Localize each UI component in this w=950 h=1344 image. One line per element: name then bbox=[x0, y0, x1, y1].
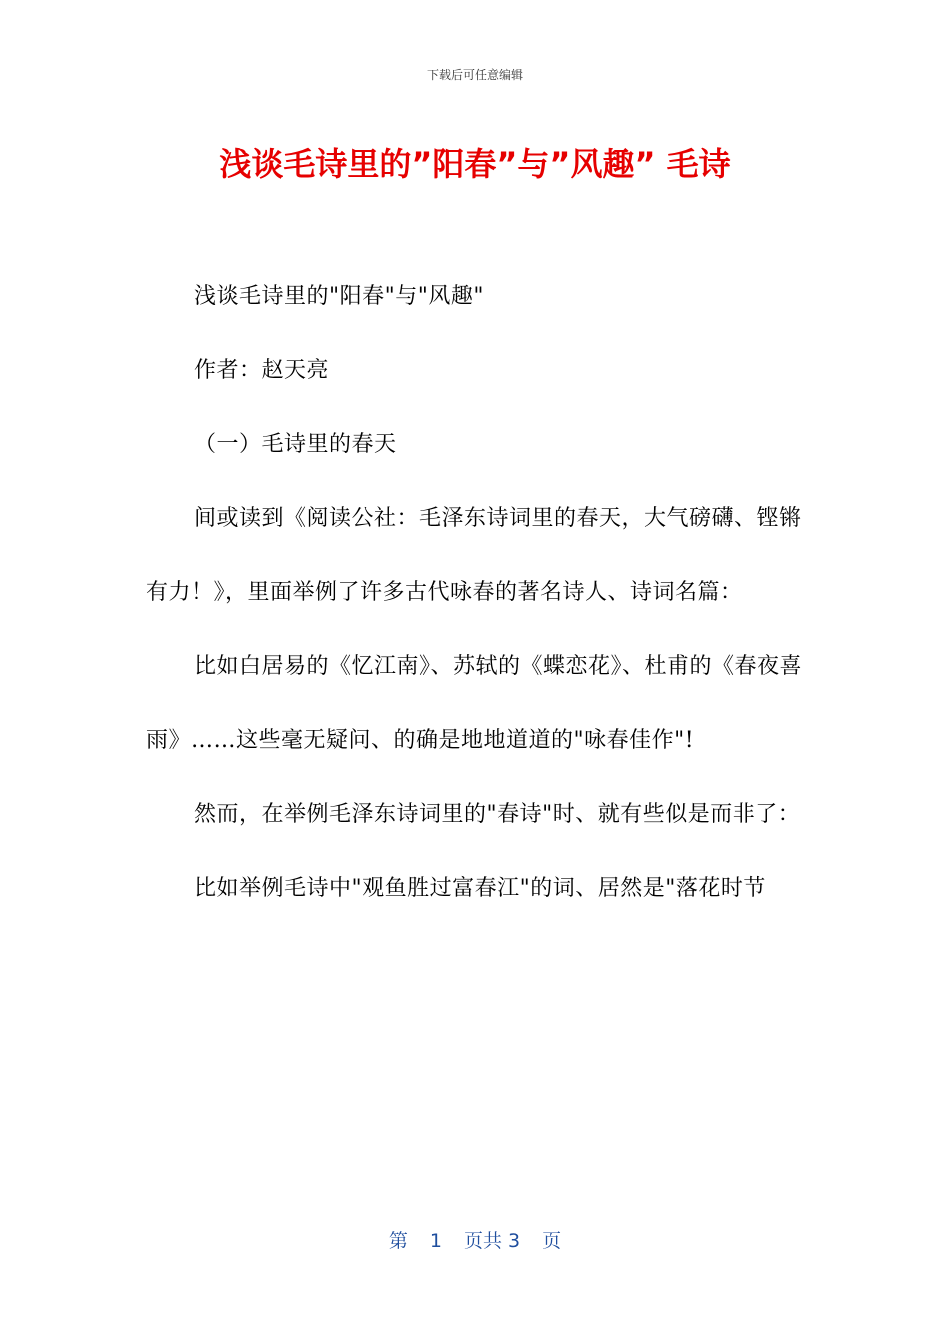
paragraph: 比如举例毛诗中"观鱼胜过富春江"的词、居然是"落花时节 bbox=[194, 876, 766, 901]
page-header-note: 下载后可任意编辑 bbox=[426, 68, 523, 82]
current-page-number: 1 bbox=[429, 1230, 442, 1252]
page-number-footer bbox=[0, 1226, 950, 1253]
page-label-prefix: 第 bbox=[388, 1230, 408, 1252]
document-body bbox=[146, 260, 806, 926]
paragraph: 间或读到《阅读公社：毛泽东诗词里的春天，大气磅礴、铿锵有力！》，里面举例了许多古代咏春的著名诗人、诗词名篇： bbox=[146, 506, 802, 605]
paragraph-subtitle: 浅谈毛诗里的"阳春"与"风趣" bbox=[194, 284, 484, 309]
paragraph: 然而，在举例毛泽东诗词里的"春诗"时、就有些似是而非了： bbox=[194, 802, 801, 827]
page-label-suffix: 页 bbox=[542, 1230, 562, 1252]
paragraph: 比如白居易的《忆江南》、苏轼的《蝶恋花》、杜甫的《春夜喜雨》……这些毫无疑问、的确是地地道道的"咏春佳作"! bbox=[146, 654, 803, 753]
paragraph-author: 作者：赵天亮 bbox=[194, 358, 330, 383]
page-label-middle: 页共 bbox=[463, 1230, 502, 1252]
document-title: 浅谈毛诗里的”阳春”与”风趣” 毛诗 bbox=[219, 145, 731, 183]
section-heading: （一）毛诗里的春天 bbox=[194, 432, 397, 457]
total-page-number: 3 bbox=[508, 1230, 521, 1252]
